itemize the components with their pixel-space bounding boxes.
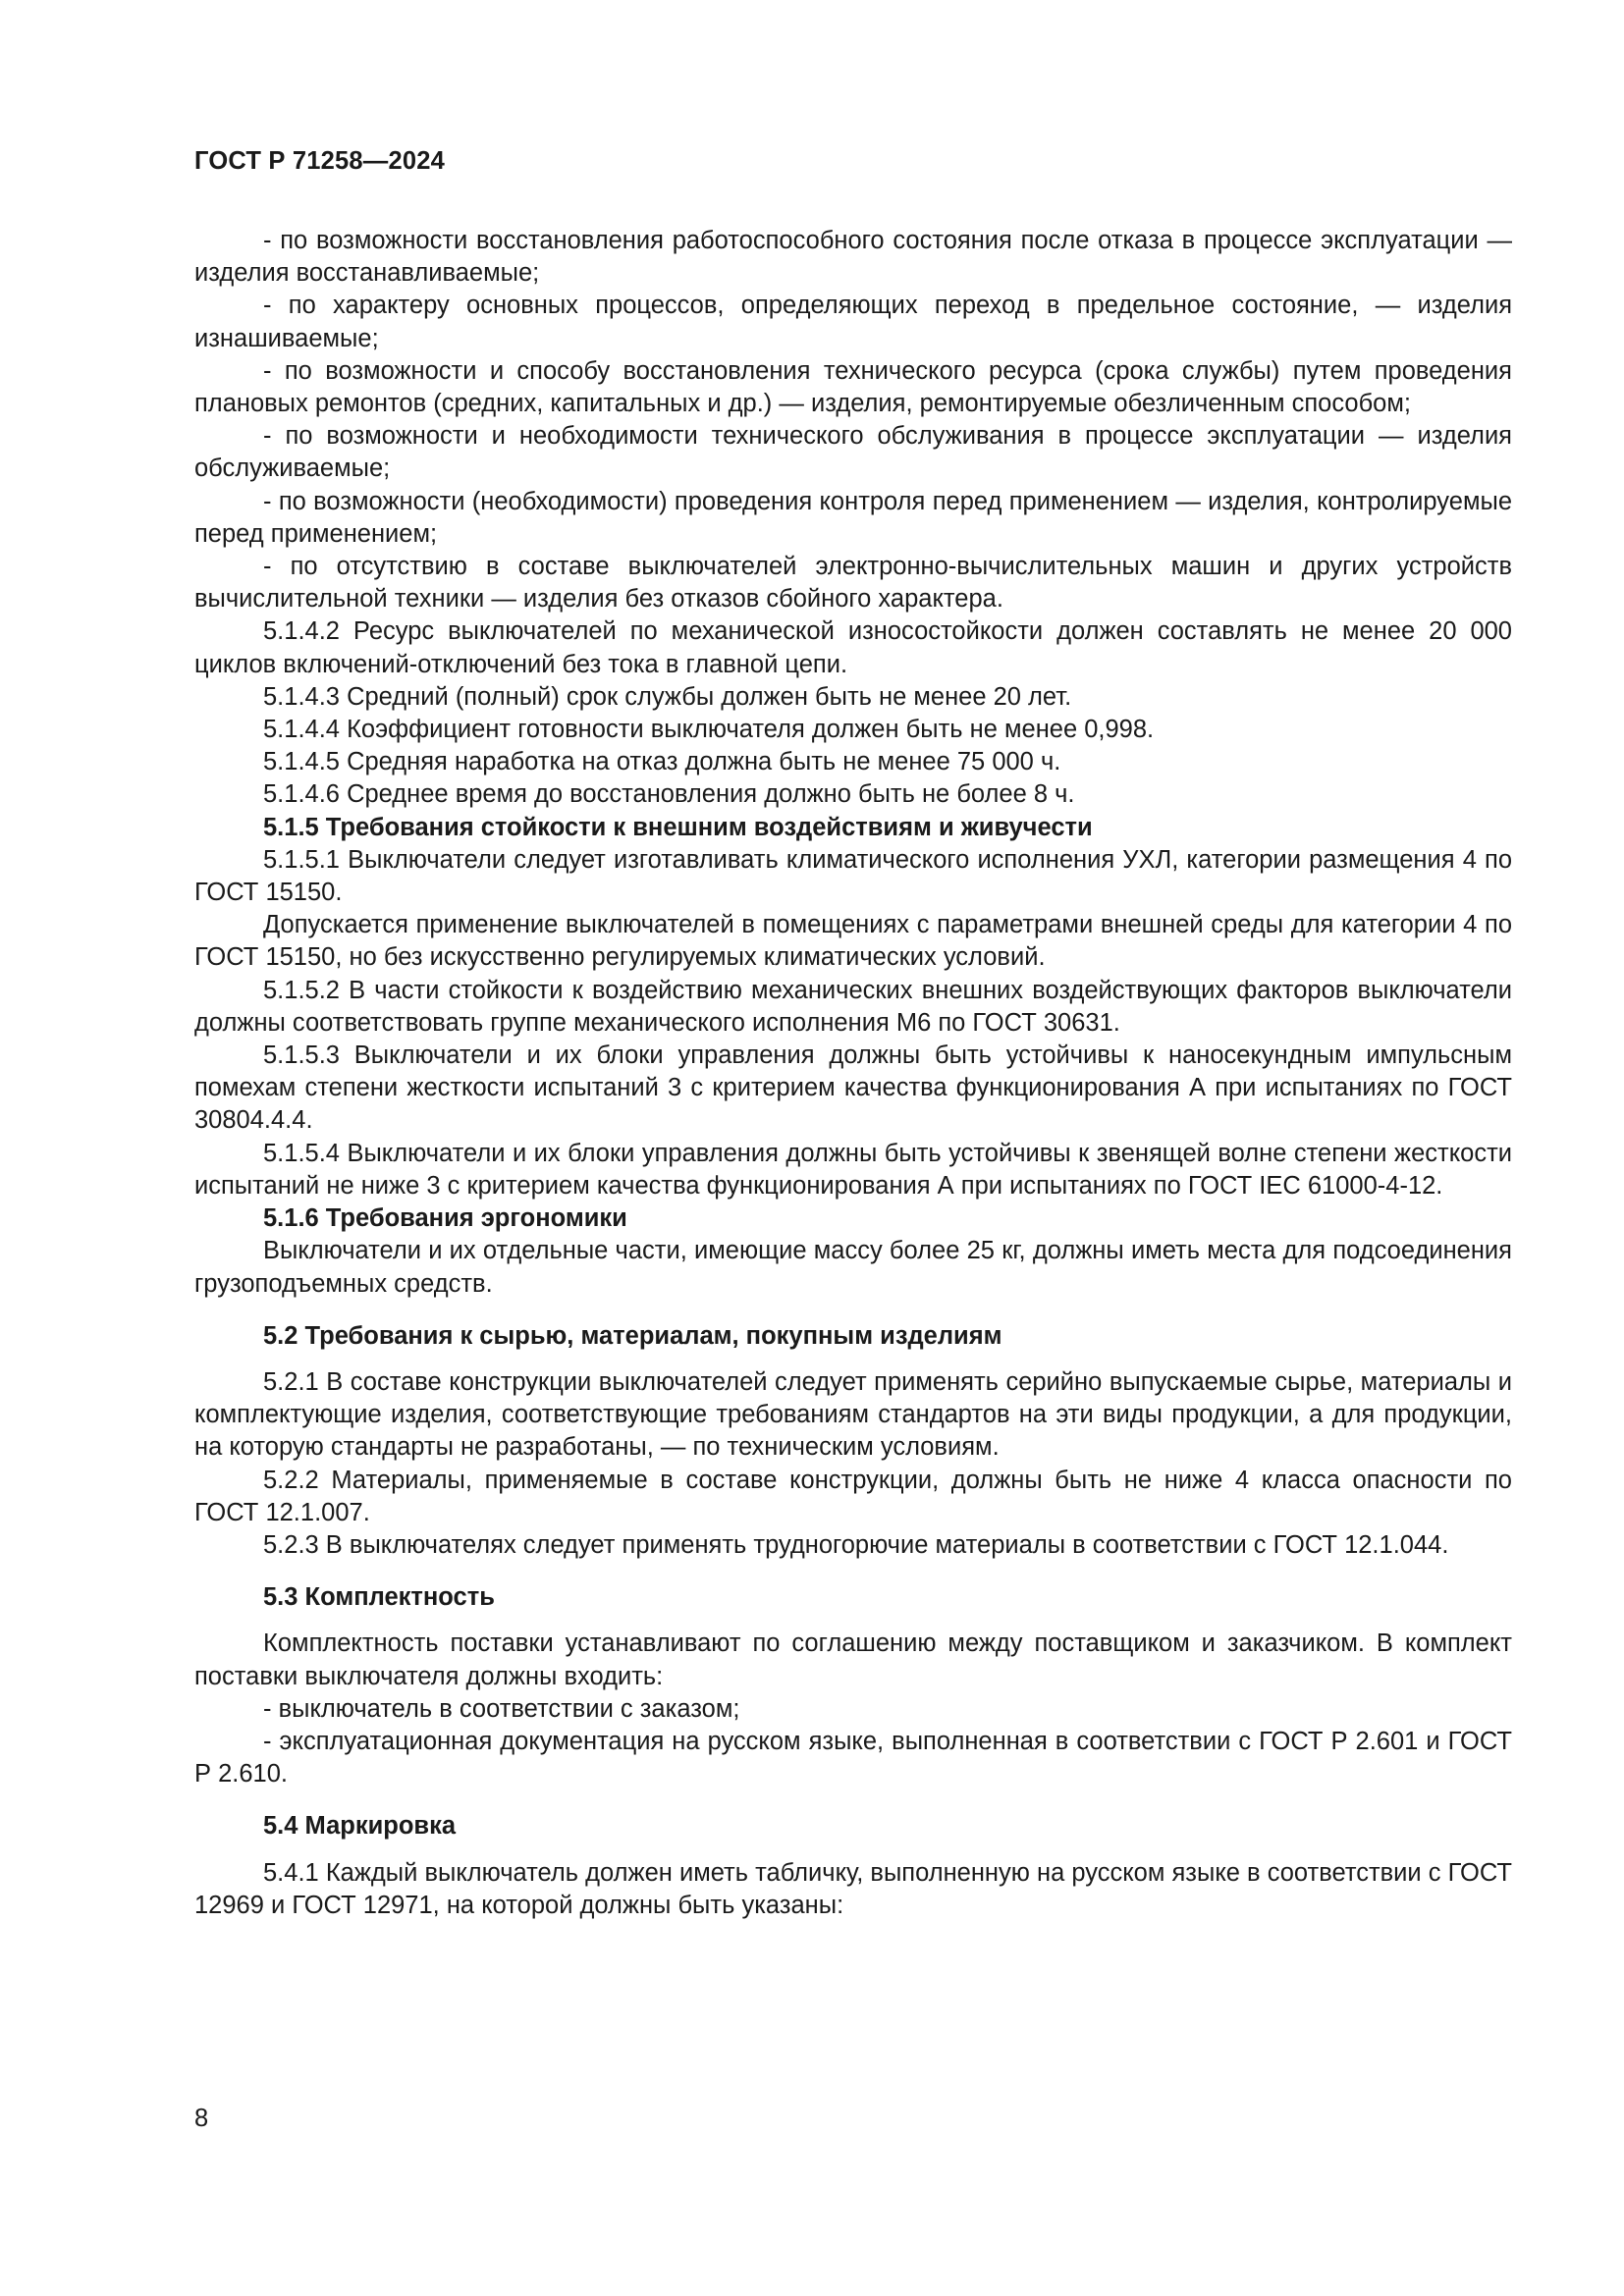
document-header: ГОСТ Р 71258—2024	[194, 147, 446, 175]
clause-5-1-4-2: 5.1.4.2 Ресурс выключателей по механической износостойкости должен составлять не менее 20 000 циклов включений-отключений без тока в главной цепи.	[194, 617, 1512, 678]
list-item: - по отсутствию в составе выключателей электронно-вычислительных машин и других устройств вычислительной техники — изделия без отказов сбойного характера.	[194, 553, 1512, 614]
clause-5-1-4-6: 5.1.4.6 Среднее время до восстановления должно быть не более 8 ч.	[263, 780, 1075, 809]
clause-5-1-4-4: 5.1.4.4 Коэффициент готовности выключателя должен быть не менее 0,998.	[263, 716, 1155, 744]
clause-5-2-2: 5.2.2 Материалы, применяемые в составе конструкции, должны быть не ниже 4 класса опасности по ГОСТ 12.1.007.	[194, 1466, 1512, 1526]
subsection-heading-5-1-5: 5.1.5 Требования стойкости к внешним воздействиям и живучести	[263, 813, 1093, 841]
clause-5-2-1: 5.2.1 В составе конструкции выключателей следует применять серийно выпускаемые сырье, материалы и комплектующие изделия, соответствующие требованиям стандартов на эти виды продукции, а для продукции, на которую стандарты не разработаны, — по техническим условиям.	[194, 1367, 1512, 1462]
list-item: - по возможности и способу восстановления технического ресурса (срока службы) путем проведения плановых ремонтов (средних, капитальных и др.) — изделия, ремонтируемые обезличенным способом;	[194, 356, 1512, 418]
section-heading-5-2: 5.2 Требования к сырью, материалам, покупным изделиям	[263, 1321, 1002, 1350]
clause-5-1-4-3: 5.1.4.3 Средний (полный) срок службы должен быть не менее 20 лет.	[263, 682, 1072, 711]
section-heading-5-4: 5.4 Маркировка	[263, 1812, 457, 1841]
list-item: - по характеру основных процессов, определяющих переход в предельное состояние, — изделия изнашиваемые;	[194, 292, 1512, 352]
list-item: - по возможности и необходимости технического обслуживания в процессе эксплуатации — изделия обслуживаемые;	[194, 422, 1512, 483]
paragraph: Выключатели и их отдельные части, имеющие массу более 25 кг, должны иметь места для подсоединения грузоподъемных средств.	[194, 1237, 1512, 1298]
clause-5-1-5-2: 5.1.5.2 В части стойкости к воздействию механических внешних воздействующих факторов выключатели должны соответствовать группе механического исполнения М6 по ГОСТ 30631.	[194, 976, 1512, 1037]
clause-5-1-5-3: 5.1.5.3 Выключатели и их блоки управления должны быть устойчивы к наносекундным импульсным помехам степени жесткости испытаний 3 с критерием качества функционирования А при испытаниях по ГОСТ 30804.4.4.	[194, 1041, 1512, 1135]
clause-5-1-5-1: 5.1.5.1 Выключатели следует изготавливать климатического исполнения УХЛ, категории размещения 4 по ГОСТ 15150.	[194, 845, 1512, 907]
clause-5-1-5-4: 5.1.5.4 Выключатели и их блоки управления должны быть устойчивы к звенящей волне степени жесткости испытаний не ниже 3 с критерием качества функционирования А при испытаниях по ГОСТ IEC 61000-4-12.	[194, 1139, 1512, 1200]
page-number: 8	[194, 2105, 209, 2132]
paragraph: Комплектность поставки устанавливают по соглашению между поставщиком и заказчиком. В комплект поставки выключателя должны входить:	[194, 1629, 1512, 1690]
list-item: - эксплуатационная документация на русском языке, выполненная в соответствии с ГОСТ Р 2.601 и ГОСТ Р 2.610.	[194, 1727, 1512, 1789]
paragraph: Допускается применение выключателей в помещениях с параметрами внешней среды для категории 4 по ГОСТ 15150, но без искусственно регулируемых климатических условий.	[194, 911, 1512, 972]
clause-5-4-1: 5.4.1 Каждый выключатель должен иметь табличку, выполненную на русском языке в соответствии с ГОСТ 12969 и ГОСТ 12971, на которой должны быть указаны:	[194, 1858, 1512, 1919]
list-item: - выключатель в соответствии с заказом;	[263, 1694, 740, 1723]
section-heading-5-3: 5.3 Комплектность	[263, 1583, 495, 1612]
clause-5-1-4-5: 5.1.4.5 Средняя наработка на отказ должна быть не менее 75 000 ч.	[263, 748, 1061, 776]
document-body	[194, 225, 1512, 1922]
list-item: - по возможности (необходимости) проведения контроля перед применением — изделия, контролируемые перед применением;	[194, 487, 1512, 548]
clause-5-2-3: 5.2.3 В выключателях следует применять трудногорючие материалы в соответствии с ГОСТ 12.1.044.	[263, 1530, 1449, 1559]
list-item: - по возможности восстановления работоспособного состояния после отказа в процессе эксплуатации — изделия восстанавливаемые;	[194, 227, 1512, 288]
subsection-heading-5-1-6: 5.1.6 Требования эргономики	[263, 1204, 627, 1233]
